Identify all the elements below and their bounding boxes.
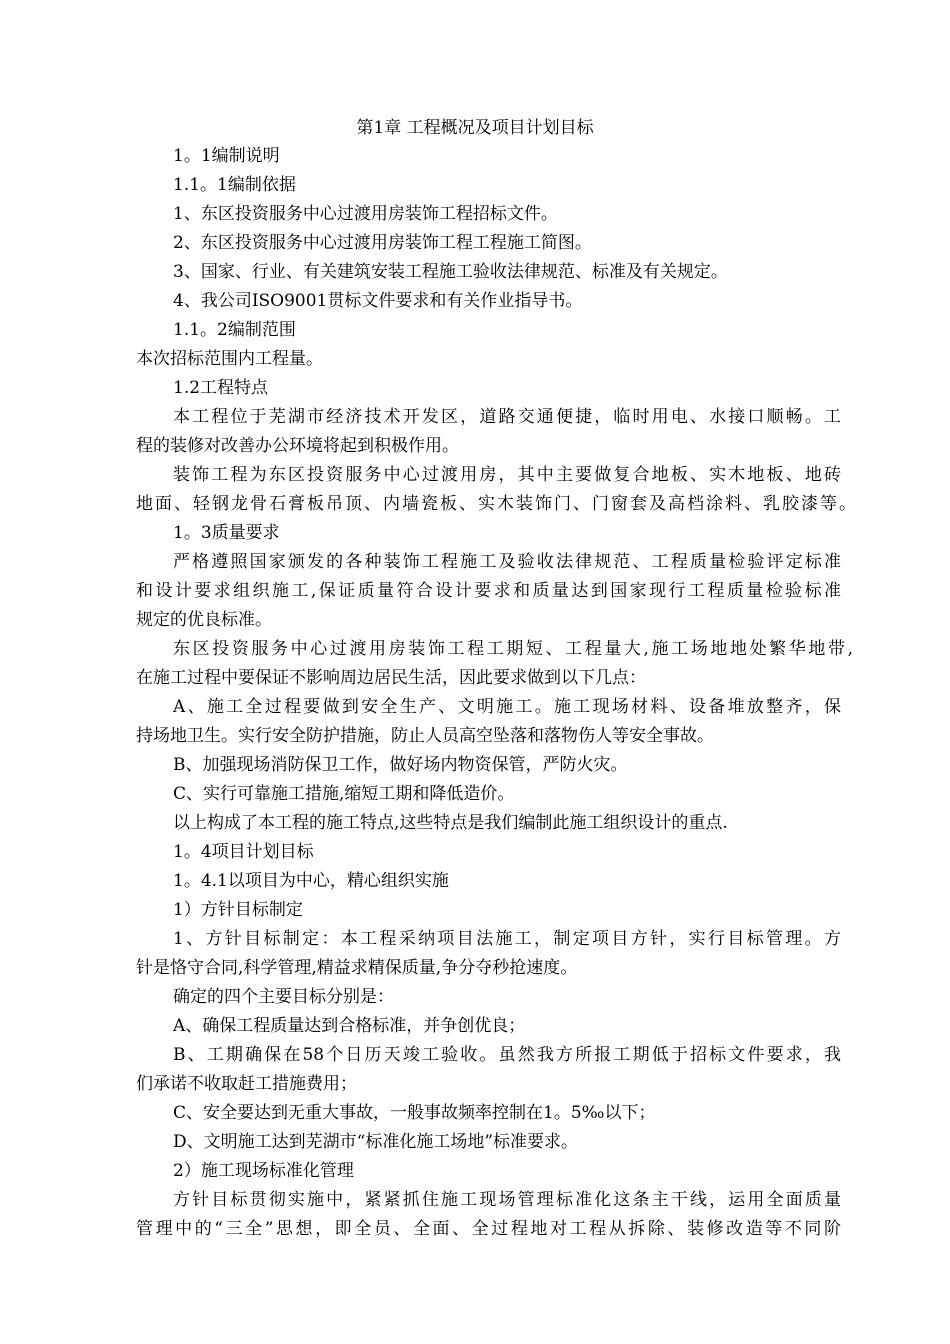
paragraph-line: 本工程位于芜湖市经济技术开发区，道路交通便捷，临时用电、水接口顺畅。工 <box>173 407 841 427</box>
paragraph-line: 严格遵照国家颁发的各种装饰工程施工及验收法律规范、工程质量检验评定标准 <box>173 552 841 572</box>
list-heading-2: 2）施工现场标准化管理 <box>173 1161 354 1181</box>
paragraph-line: 1、方针目标制定：本工程采纳项目法施工，制定项目方针，实行目标管理。方 <box>173 929 841 949</box>
section-heading-1-2: 1.2工程特点 <box>173 378 269 398</box>
paragraph-line: 管理中的“三全”思想，即全员、全面、全过程地对工程从拆除、装修改造等不同阶 <box>136 1219 841 1239</box>
paragraph-line: 针是恪守合同,科学管理,精益求精保质量,争分夺秒抢速度。 <box>136 958 578 978</box>
paragraph-line: 确定的四个主要目标分别是： <box>173 987 394 1007</box>
goal-item-b: B、工期确保在58个日历天竣工验收。虽然我方所报工期低于招标文件要求，我 <box>173 1045 841 1065</box>
basis-item-1: 1、东区投资服务中心过渡用房装饰工程招标文件。 <box>173 204 558 224</box>
section-heading-1-3: 1。3质量要求 <box>173 523 280 543</box>
goal-item-a: A、确保工程质量达到合格标准，并争创优良； <box>173 1016 526 1036</box>
paragraph-line: 方针目标贯彻实施中，紧紧抓住施工现场管理标准化这条主干线，运用全面质量 <box>173 1190 841 1210</box>
paragraph-line: 程的装修对改善办公环境将起到积极作用。 <box>136 436 459 456</box>
basis-item-2: 2、东区投资服务中心过渡用房装饰工程工程施工简图。 <box>173 233 592 253</box>
subsection-heading-1-4-1: 1。4.1以项目为中心，精心组织实施 <box>173 871 449 891</box>
section-heading-1-4: 1。4项目计划目标 <box>173 842 314 862</box>
goal-item-c: C、安全要达到无重大事故，一般事故频率控制在1。5‰以下； <box>173 1103 656 1123</box>
subsection-heading-1-1-2: 1.1。2编制范围 <box>173 320 296 340</box>
basis-item-4: 4、我公司ISO9001贯标文件要求和有关作业指导书。 <box>173 291 583 311</box>
list-heading-1: 1）方针目标制定 <box>173 900 303 920</box>
paragraph-line: 和设计要求组织施工,保证质量符合设计要求和质量达到国家现行工程质量检验标准 <box>136 581 841 601</box>
paragraph-line: 在施工过程中要保证不影响周边居民生活，因此要求做到以下几点： <box>136 668 646 688</box>
subsection-heading-1-1-1: 1.1。1编制依据 <box>173 175 296 195</box>
goal-item-d: D、文明施工达到芜湖市“标准化施工场地”标准要求。 <box>173 1132 579 1152</box>
paragraph-line: 东区投资服务中心过渡用房装饰工程工期短、工程量大,施工场地地处繁华地带, <box>173 639 853 659</box>
section-heading-1-1: 1。1编制说明 <box>173 146 280 166</box>
paragraph-line: A、施工全过程要做到安全生产、文明施工。施工现场材料、设备堆放整齐，保 <box>173 697 841 717</box>
paragraph-line: 持场地卫生。实行安全防护措施，防止人员高空坠落和落物伤人等安全事故。 <box>136 726 714 746</box>
paragraph-line: 规定的优良标准。 <box>136 610 272 630</box>
paragraph-line: 以上构成了本工程的施工特点,这些特点是我们编制此施工组织设计的重点. <box>173 813 728 833</box>
paragraph-line: 装饰工程为东区投资服务中心过渡用房，其中主要做复合地板、实木地板、地砖 <box>173 465 841 485</box>
paragraph-line: 地面、轻钢龙骨石膏板吊顶、内墙瓷板、实木装饰门、门窗套及高档涂料、乳胶漆等。 <box>136 494 856 514</box>
scope-text: 本次招标范围内工程量。 <box>136 349 323 369</box>
paragraph-line: C、实行可靠施工措施,缩短工期和降低造价。 <box>173 784 515 804</box>
paragraph-line: B、加强现场消防保卫工作，做好场内物资保管，严防火灾。 <box>173 755 628 775</box>
chapter-title: 第1章 工程概况及项目计划目标 <box>356 118 594 138</box>
paragraph-line: 们承诺不收取赶工措施费用； <box>136 1074 357 1094</box>
basis-item-3: 3、国家、行业、有关建筑安装工程施工验收法律规范、标准及有关规定。 <box>173 262 728 282</box>
